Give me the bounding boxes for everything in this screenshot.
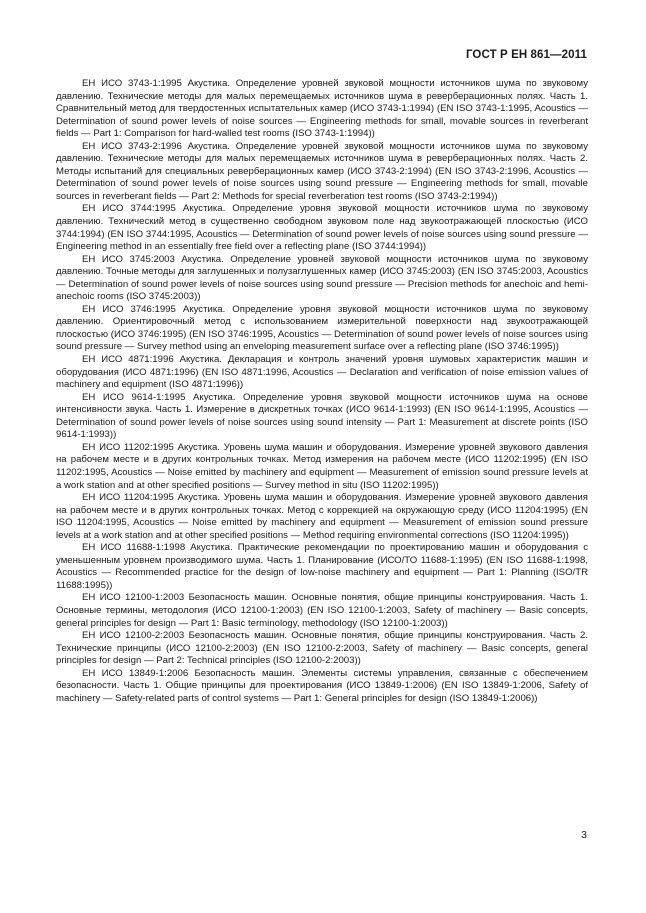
reference-entry: ЕН ИСО 3743-2:1996 Акустика. Определение уровней звуковой мощности источников шума по звуковому давлению. Технические методы для малых перемещаемых источников шума в реверберационных полях. Часть 2. Методы испытаний для специальных реверберационных камер (ИСО 3743-2:1994) (EN ISO 3743-2:1996, Acoustics — Determination of sound power levels of noise sources using sound pressure — Engineering methods for small, movable sources in reverberant fields — Part 2: Methods for special reverberation test rooms (ISO 3743-2:1994)) bbox=[56, 140, 588, 202]
reference-entry: ЕН ИСО 11688-1:1998 Акустика. Практические рекомендации по проектированию машин и оборудования с уменьшенным уровнем производимого шума. Часть 1. Планирование (ИСО/ТО 11688-1:1995) (EN ISO 11688-1:1998, Acoustics — Recommended practice for the design of low-noise machinery and equipment — Part 1: Planning (ISO/TR 11688:1995)) bbox=[56, 542, 588, 591]
reference-entry: ЕН ИСО 4871:1996 Акустика. Декларация и контроль значений уровня шумовых характеристик машин и оборудования (ИСО 4871:1996) (EN ISO 4871:1996, Acoustics — Declaration and verification of noise emission values of machinery and equipment (ISO 4871:1996)) bbox=[56, 354, 588, 391]
reference-entry: ЕН ИСО 3744:1995 Акустика. Определение уровня звуковой мощности источников шума по звуковому давлению. Технический метод в существенно свободном звуковом поле над звукоотражающей плоскостью (ИСО 3744:1994) (EN ISO 3744:1995, Acoustics — Determination of sound power levels of noise sources using sound pressure — Engineering method in an essentially free field over a reflecting plane (ISO 3744:1994)) bbox=[56, 203, 588, 253]
reference-entry: ЕН ИСО 11202:1995 Акустика. Уровень шума машин и оборудования. Измерение уровней звукового давления на рабочем месте и в других контрольных точках. Метод измерения на рабочем месте (ИСО 11202:1995) (EN ISO 11202:1995, Acoustics — Noise emitted by machinery and equipment — Measurement of emission sound pressure levels at a work station and at other specified positions — Survey method in situ (ISO 11202:1995)) bbox=[56, 441, 588, 491]
reference-entry: ЕН ИСО 3743-1:1995 Акустика. Определение уровней звуковой мощности источников шума по звуковому давлению. Технические методы для малых перемещаемых источников шума в реверберационных полях. Часть 1. Сравнительный метод для твердостенных испытательных камер (ИСО 3743-1:1994) (EN ISO 3743-1:1995, Acoustics — Determination of sound power levels of noise sources — Engineering methods for small, movable sources in reverberant fields — Part 1: Comparison for hard-walled test rooms (ISO 3743-1:1994)) bbox=[56, 78, 588, 140]
reference-list bbox=[56, 78, 588, 705]
reference-entry: ЕН ИСО 13849-1:2006 Безопасность машин. Элементы системы управления, связанные с обеспечением безопасности. Часть 1. Общие принципы для проектирования (ИСО 13849-1:2006) (EN ISO 13849-1:2006, Safety of machinery — Safety-related parts of control systems — Part 1: General principles for design (ISO 13849-1:2006)) bbox=[56, 667, 588, 704]
reference-entry: ЕН ИСО 11204:1995 Акустика. Уровень шума машин и оборудования. Измерение уровней звукового давления на рабочем месте и в других контрольных точках. Метод с коррекцией на окружающую среду (ИСО 11204:1995) (EN ISO 11204:1995, Acoustics — Noise emitted by machinery and equipment — Measurement of emission sound pressure levels at a work station and at other specified positions — Method requiring environmental corrections (ISO 11204:1995)) bbox=[56, 492, 588, 541]
reference-entry: ЕН ИСО 3746:1995 Акустика. Определение уровня звуковой мощности источников шума по звуковому давлению. Ориентировочный метод с использованием измерительной поверхности над звукоотражающей плоскостью (ИСО 3746:1995) (EN ISO 3746:1995, Acoustics — Determination of sound power levels of noise sources using sound pressure — Survey method using an enveloping measurement surface over a reflecting plane (ISO 3746:1995)) bbox=[56, 303, 588, 353]
reference-entry: ЕН ИСО 9614-1:1995 Акустика. Определение уровня звуковой мощности источников шума на основе интенсивности звука. Часть 1. Измерение в дискретных точках (ИСО 9614-1:1993) (EN ISO 9614-1:1995, Acoustics — Determination of sound power levels of noise sources using sound intensity — Part 1: Measurement at discrete points (ISO 9614-1:1993)) bbox=[56, 391, 588, 441]
standard-designation: ГОСТ Р ЕН 861—2011 bbox=[465, 49, 587, 61]
reference-entry: ЕН ИСО 3745:2003 Акустика. Определение уровней звуковой мощности источников шума по звуковому давлению. Точные методы для заглушенных и полузаглушенных камер (ИСО 3745:2003) (EN ISO 3745:2003, Acoustics — Determination of sound power levels of noise sources using sound pressure — Precision methods for anechoic and hemi-anechoic rooms (ISO 3745:2003)) bbox=[56, 253, 588, 303]
reference-entry: ЕН ИСО 12100-2:2003 Безопасность машин. Основные понятия, общие принципы конструирования. Часть 2. Технические принципы (ИСО 12100-2:2003) (EN ISO 12100-2:2003, Safety of machinery — Basic concepts, general principles for design — Part 2: Technical principles (ISO 12100-2:2003)) bbox=[56, 630, 588, 667]
reference-entry: ЕН ИСО 12100-1:2003 Безопасность машин. Основные понятия, общие принципы конструирования. Часть 1. Основные термины, методология (ИСО 12100-1:2003) (EN ISO 12100-1:2003, Safety of machinery — Basic concepts, general principles for design — Part 1: Basic terminology, methodology (ISO 12100-1:2003)) bbox=[56, 592, 588, 629]
page-number: 3 bbox=[581, 829, 587, 841]
